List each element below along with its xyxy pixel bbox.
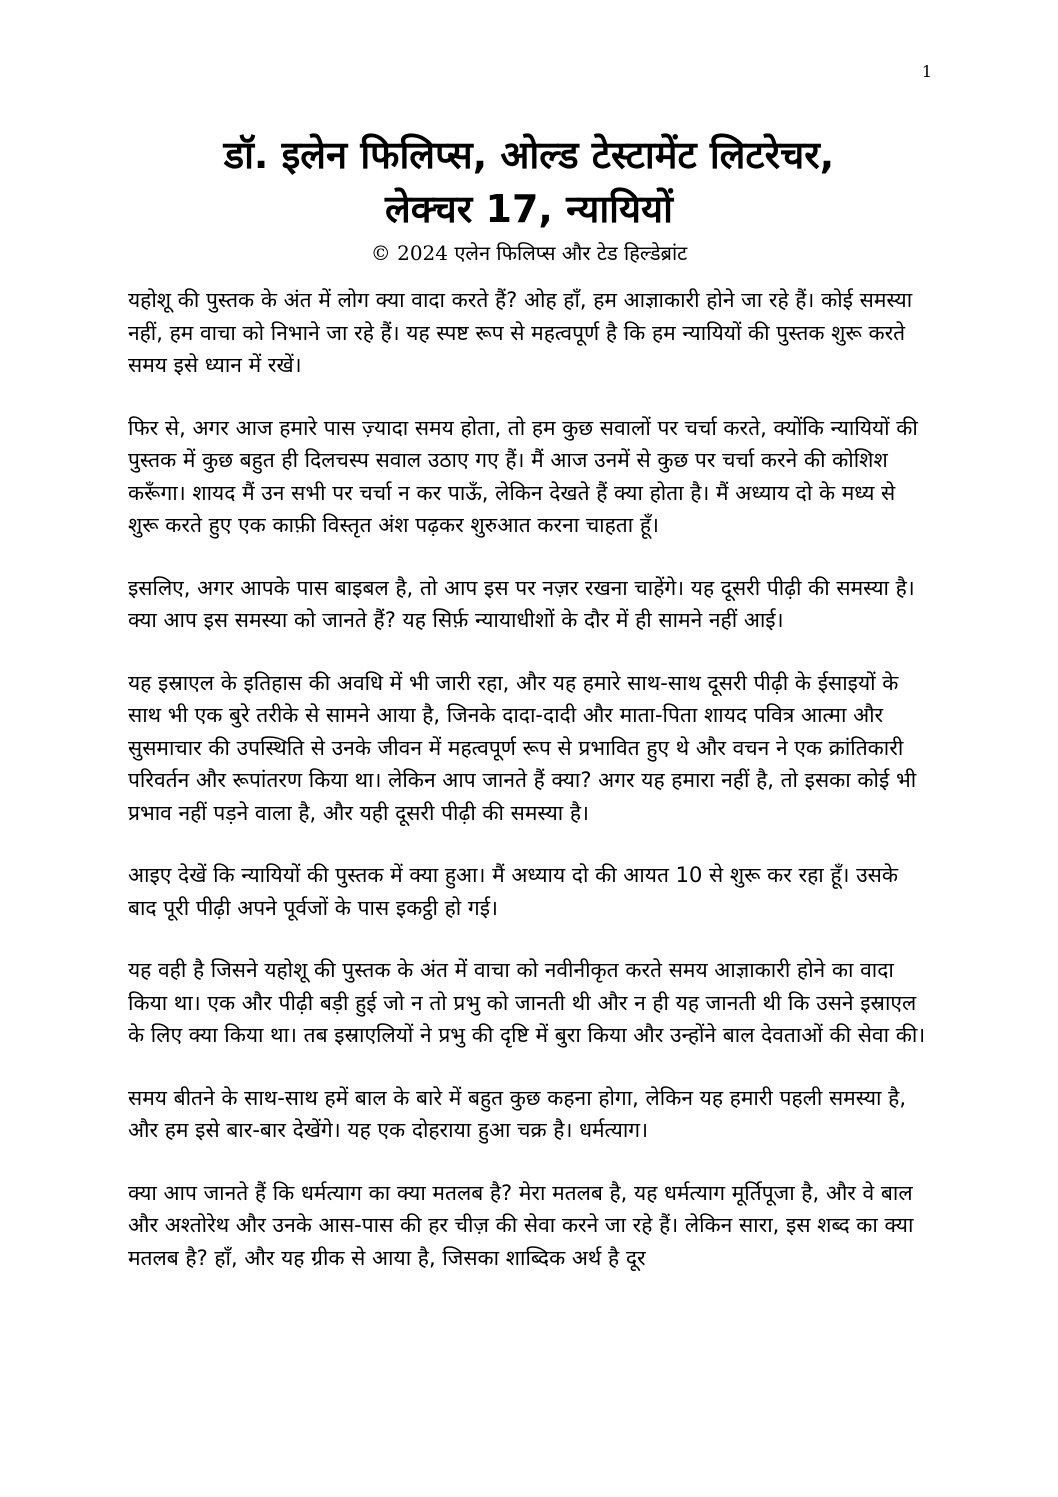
title-block	[128, 128, 930, 268]
paragraph-1: यहोशू की पुस्तक के अंत में लोग क्या वादा करते हैं? ओह हाँ, हम आज्ञाकारी होने जा रहे हैं। कोई समस्या नहीं, हम वाचा को निभाने जा रहे हैं। यह स्पष्ट रूप से महत्वपूर्ण है कि हम न्यायियों की पुस्तक शुरू करते समय इसे ध्यान में रखें।	[128, 288, 913, 377]
paragraph-6: यह वही है जिसने यहोशू की पुस्तक के अंत में वाचा को नवीनीकृत करते समय आज्ञाकारी होने का वादा किया था। एक और पीढ़ी बड़ी हुई जो न तो प्रभु को जानती थी और न ही यह जानती थी कि उसने इस्राएल के लिए क्या किया था। तब इस्राएलियों ने प्रभु की दृष्टि में बुरा किया और उन्होंने बाल देवताओं की सेवा की।	[128, 958, 926, 1047]
copyright-line: © 2024 एलेन फिलिप्स और टेड हिल्डेब्रांट	[370, 241, 688, 265]
title-line-1: डॉ. इलेन फिलिप्स, ओल्ड टेस्टामेंट लिटरेचर,	[223, 133, 835, 177]
page-number: 1	[921, 62, 932, 81]
title-line-2: लेक्चर 17, न्यायियों	[385, 187, 673, 231]
page-title	[128, 128, 930, 236]
paragraph-2: फिर से, अगर आज हमारे पास ज़्यादा समय होता, तो हम कुछ सवालों पर चर्चा करते, क्योंकि न्यायियों की पुस्तक में कुछ बहुत ही दिलचस्प सवाल उठाए गए हैं। मैं आज उनमें से कुछ पर चर्चा करने की कोशिश करूँगा। शायद मैं उन सभी पर चर्चा न कर पाऊँ, लेकिन देखते हैं क्या होता है। मैं अध्याय दो के मध्य से शुरू करते हुए एक काफ़ी विस्तृत अंश पढ़कर शुरुआत करना चाहता हूँ।	[128, 415, 918, 537]
paragraph-8: क्या आप जानते हैं कि धर्मत्याग का क्या मतलब है? मेरा मतलब है, यह धर्मत्याग मूर्तिपूजा है, और वे बाल और अश्तोरेथ और उनके आस-पास की हर चीज़ की सेवा करने जा रहे हैं। लेकिन सारा, इस शब्द का क्या मतलब है? हाँ, और यह ग्रीक से आया है, जिसका शाब्दिक अर्थ है दूर	[128, 1180, 914, 1270]
paragraph-3: इसलिए, अगर आपके पास बाइबल है, तो आप इस पर नज़र रखना चाहेंगे। यह दूसरी पीढ़ी की समस्या है। क्या आप इस समस्या को जानते हैं? यह सिर्फ़ न्यायाधीशों के दौर में ही सामने नहीं आई।	[128, 575, 915, 632]
paragraph-5: आइए देखें कि न्यायियों की पुस्तक में क्या हुआ। मैं अध्याय दो की आयत 10 से शुरू कर रहा हूँ। उसके बाद पूरी पीढ़ी अपने पूर्वजों के पास इकट्ठी हो गई।	[128, 863, 899, 920]
body-text	[128, 284, 930, 1304]
paragraph-7: समय बीतने के साथ-साथ हमें बाल के बारे में बहुत कुछ कहना होगा, लेकिन यह हमारी पहली समस्या है, और हम इसे बार-बार देखेंगे। यह एक दोहराया हुआ चक्र है। धर्मत्याग।	[128, 1085, 906, 1142]
paragraph-4: यह इस्राएल के इतिहास की अवधि में भी जारी रहा, और यह हमारे साथ-साथ दूसरी पीढ़ी के ईसाइयों के साथ भी एक बुरे तरीके से सामने आया है, जिनके दादा-दादी और माता-पिता शायद पवित्र आत्मा और सुसमाचार की उपस्थिति से उनके जीवन में महत्वपूर्ण रूप से प्रभावित हुए थे और वचन ने एक क्रांतिकारी परिवर्तन और रूपांतरण किया था। लेकिन आप जानते हैं क्या? अगर यह हमारा नहीं है, तो इसका कोई भी प्रभाव नहीं पड़ने वाला है, और यही दूसरी पीढ़ी की समस्या है।	[128, 670, 917, 825]
